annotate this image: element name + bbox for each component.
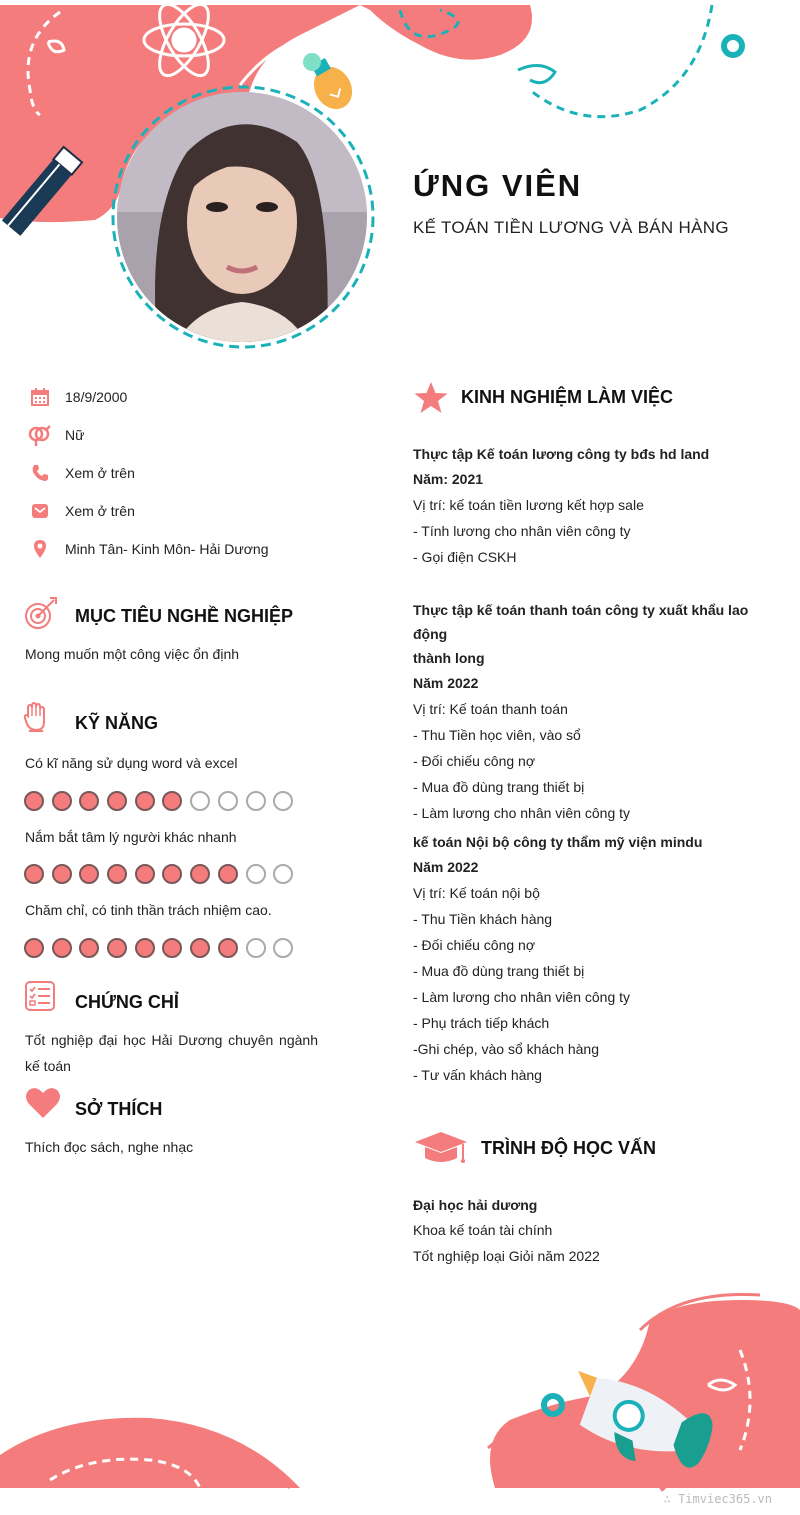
rating-dot-filled bbox=[107, 791, 127, 811]
contact-value: Xem ở trên bbox=[65, 465, 135, 481]
rating-dot-empty bbox=[246, 791, 266, 811]
objective-title: MỤC TIÊU NGHỀ NGHIỆP bbox=[75, 606, 294, 626]
skill-rating bbox=[24, 864, 293, 884]
rating-dot-empty bbox=[190, 791, 210, 811]
job-detail: -Ghi chép, vào sổ khách hàng bbox=[413, 1041, 600, 1057]
skill-label: Nắm bắt tâm lý người khác nhanh bbox=[25, 829, 237, 845]
job-title-line: kế toán Nội bộ công ty thẩm mỹ viện mindu bbox=[413, 834, 703, 850]
gender-icon bbox=[28, 423, 52, 447]
rating-dot-filled bbox=[135, 938, 155, 958]
job-detail: - Làm lương cho nhân viên công ty bbox=[413, 805, 631, 821]
rating-dot-empty bbox=[246, 864, 266, 884]
experience-title: KINH NGHIỆM LÀM VIỆC bbox=[461, 387, 674, 407]
candidate-name: ỨNG VIÊN bbox=[413, 168, 583, 203]
education-item bbox=[413, 1193, 783, 1269]
rating-dot-filled bbox=[79, 938, 99, 958]
job-detail: - Mua đồ dùng trang thiết bị bbox=[413, 963, 585, 979]
job-detail: Vị trí: kế toán tiền lương kết hợp sale bbox=[413, 497, 644, 513]
rating-dot-filled bbox=[135, 791, 155, 811]
certificates-title: CHỨNG CHỈ bbox=[75, 992, 179, 1012]
education-detail: Tốt nghiệp loại Giỏi năm 2022 bbox=[413, 1248, 600, 1264]
job-detail: - Thu Tiền học viên, vào sổ bbox=[413, 727, 581, 743]
job-detail: - Gọi điện CSKH bbox=[413, 549, 517, 565]
skill-label: Có kĩ năng sử dụng word và excel bbox=[25, 755, 238, 771]
rating-dot-empty bbox=[218, 791, 238, 811]
rating-dot-empty bbox=[246, 938, 266, 958]
certificate-line: kế toán bbox=[25, 1058, 71, 1074]
job-detail: - Đối chiếu công nợ bbox=[413, 753, 536, 769]
experience-item bbox=[413, 598, 783, 826]
contact-value: Minh Tân- Kinh Môn- Hải Dương bbox=[65, 541, 269, 557]
target-icon bbox=[24, 596, 58, 635]
job-year: Năm 2022 bbox=[413, 859, 479, 875]
skills-title: KỸ NĂNG bbox=[75, 713, 159, 733]
heart-icon bbox=[25, 1087, 61, 1124]
contact-phone bbox=[28, 461, 135, 485]
education-title: TRÌNH ĐỘ HỌC VẤN bbox=[481, 1138, 656, 1158]
education-detail: Khoa kế toán tài chính bbox=[413, 1222, 553, 1238]
star-icon bbox=[413, 381, 449, 420]
contact-email bbox=[28, 499, 135, 523]
rating-dot-filled bbox=[135, 864, 155, 884]
job-title-line: Thực tập kế toán thanh toán công ty xuất khẩu lao động bbox=[413, 602, 749, 642]
contact-value: 18/9/2000 bbox=[65, 389, 128, 405]
job-title: KẾ TOÁN TIỀN LƯƠNG VÀ BÁN HÀNG bbox=[413, 218, 729, 237]
rating-dot-filled bbox=[52, 938, 72, 958]
skill-rating bbox=[24, 791, 293, 811]
experience-item bbox=[413, 830, 783, 1088]
rating-dot-filled bbox=[24, 864, 44, 884]
job-detail: Vị trí: Kế toán thanh toán bbox=[413, 701, 568, 717]
job-detail: Vị trí: Kế toán nội bộ bbox=[413, 885, 540, 901]
rating-dot-filled bbox=[162, 791, 182, 811]
job-detail: - Phụ trách tiếp khách bbox=[413, 1015, 550, 1031]
phone-icon bbox=[28, 461, 52, 485]
job-title-line: Thực tập Kế toán lương công ty bđs hd land bbox=[413, 446, 710, 462]
job-detail: - Làm lương cho nhân viên công ty bbox=[413, 989, 631, 1005]
job-detail: - Tư vấn khách hàng bbox=[413, 1067, 542, 1083]
hobbies-title: SỞ THÍCH bbox=[75, 1099, 163, 1119]
experience-item bbox=[413, 442, 783, 570]
rating-dot-filled bbox=[218, 938, 238, 958]
job-detail: - Mua đồ dùng trang thiết bị bbox=[413, 779, 585, 795]
job-detail: - Tính lương cho nhân viên công ty bbox=[413, 523, 631, 539]
certificate-line: Tốt nghiệp đại học Hải Dương chuyên ngành bbox=[25, 1032, 318, 1048]
skill-label: Chăm chỉ, có tinh thần trách nhiệm cao. bbox=[25, 902, 272, 918]
contact-address bbox=[28, 537, 269, 561]
contact-birthdate bbox=[28, 385, 127, 409]
rating-dot-empty bbox=[273, 938, 293, 958]
checklist-icon bbox=[24, 980, 56, 1017]
job-year: Năm 2022 bbox=[413, 675, 479, 691]
rating-dot-empty bbox=[273, 791, 293, 811]
hobbies-text: Thích đọc sách, nghe nhạc bbox=[25, 1139, 194, 1155]
rating-dot-filled bbox=[107, 864, 127, 884]
rating-dot-filled bbox=[79, 864, 99, 884]
rating-dot-filled bbox=[190, 938, 210, 958]
job-detail: - Thu Tiền khách hàng bbox=[413, 911, 553, 927]
rating-dot-filled bbox=[162, 864, 182, 884]
rating-dot-filled bbox=[218, 864, 238, 884]
location-icon bbox=[28, 537, 52, 561]
skill-rating bbox=[24, 938, 293, 958]
hand-icon bbox=[24, 702, 48, 739]
avatar bbox=[117, 92, 367, 342]
school-name: Đại học hải dương bbox=[413, 1197, 538, 1213]
rating-dot-filled bbox=[24, 938, 44, 958]
rating-dot-filled bbox=[162, 938, 182, 958]
rating-dot-filled bbox=[107, 938, 127, 958]
email-icon bbox=[28, 499, 52, 523]
job-detail: - Đối chiếu công nợ bbox=[413, 937, 536, 953]
rating-dot-filled bbox=[52, 864, 72, 884]
contact-gender bbox=[28, 423, 84, 447]
watermark: ∴ Timviec365.vn bbox=[663, 1492, 772, 1506]
graduation-cap-icon bbox=[413, 1130, 469, 1171]
contact-value: Nữ bbox=[65, 427, 85, 443]
objective-text: Mong muốn một công việc ổn định bbox=[25, 646, 240, 662]
rating-dot-filled bbox=[24, 791, 44, 811]
rating-dot-filled bbox=[79, 791, 99, 811]
rating-dot-filled bbox=[190, 864, 210, 884]
job-year: Năm: 2021 bbox=[413, 471, 484, 487]
job-title-line: thành long bbox=[413, 650, 485, 666]
rating-dot-empty bbox=[273, 864, 293, 884]
contact-value: Xem ở trên bbox=[65, 503, 135, 519]
rating-dot-filled bbox=[52, 791, 72, 811]
calendar-icon bbox=[28, 385, 52, 409]
watermark-text: Timviec365.vn bbox=[678, 1492, 772, 1506]
